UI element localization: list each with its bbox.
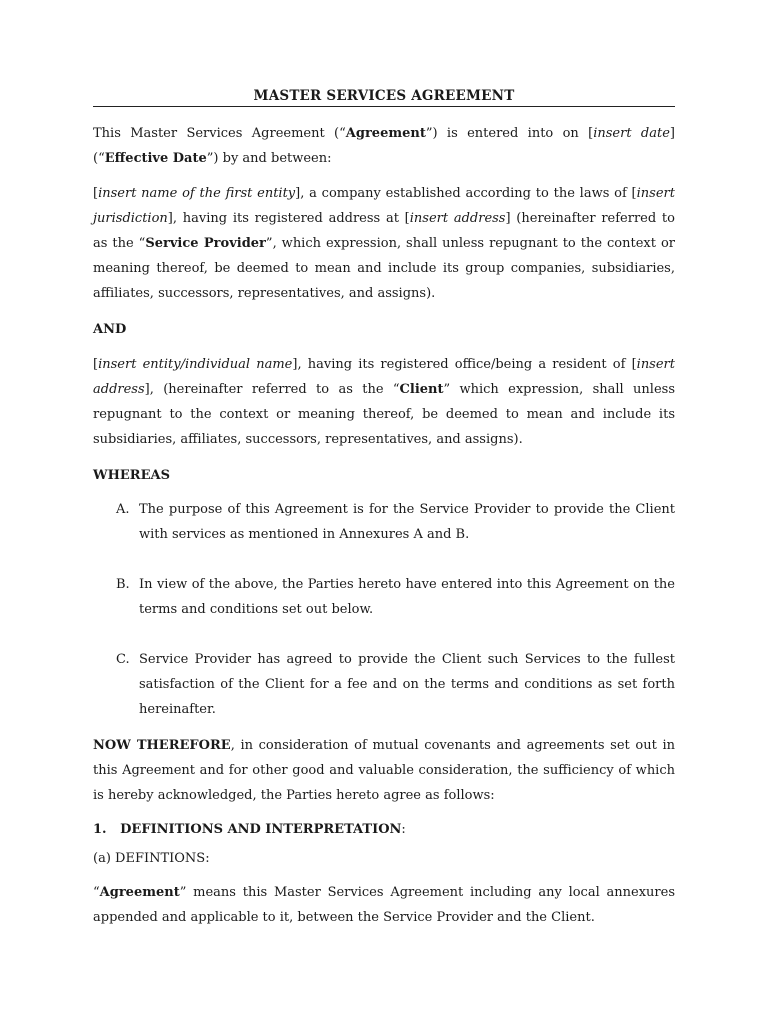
party-one-paragraph [93,181,675,306]
list-marker: C. [116,652,130,667]
party-two-placeholder-name: insert entity/individual name [98,357,293,372]
party-two-paragraph [93,352,675,452]
intro-text: ] (“ [93,126,675,166]
party-one-text: ”, which expression, shall unless repugnant to the context or meaning thereof, be deemed to mean and include its group companies, subsidiaries, affiliates, successors, representatives, and assigns). [93,236,676,301]
party-one-placeholder-name: insert name of the first entity [98,186,296,201]
whereas-item-b [116,572,675,622]
section-number: 1. [93,822,107,837]
list-marker: B. [116,577,130,592]
party-one-text: ], having its registered address at [ [167,211,410,226]
intro-term-effective-date: Effective Date [104,151,207,166]
party-two-text: ” which expression, shall unless repugnant to the context or meaning thereof, be deemed to mean and include its subsidiaries, affiliates, successors, representatives, and assigns). [93,382,675,447]
title-underline [93,106,675,107]
now-therefore-lead: NOW THEREFORE [93,738,231,753]
intro-text: ”) by and between: [206,151,332,166]
list-marker: A. [116,502,130,517]
party-one-placeholder-address: insert address [409,211,506,226]
now-therefore-paragraph [93,733,675,808]
list-item-text: Service Provider has agreed to provide the Client such Services to the fullest satisfaction of the Client for a fee and on the terms and conditions as set forth hereinafter. [139,652,675,717]
and-heading: AND [93,322,127,337]
document-title: MASTER SERVICES AGREEMENT [253,88,515,104]
list-item-text: In view of the above, the Parties hereto have entered into this Agreement on the terms and conditions set out below. [139,577,675,617]
subsection-a-heading: (a) DEFINTIONS: [93,851,210,866]
party-one-placeholder-jurisdiction: insert jurisdiction [93,186,675,226]
whereas-item-a [116,497,675,547]
whereas-heading: WHEREAS [93,468,170,483]
party-one-text: ], a company established according to the laws of [ [295,186,637,201]
party-one-text: ] (hereinafter referred to as the “ [93,211,675,251]
intro-text: ”) is entered into on [ [425,126,594,141]
section-colon: : [401,822,406,837]
definition-text: ” means this Master Services Agreement including any local annexures appended and applicable to it, between the Service Provider and the Client. [93,885,675,925]
party-one-text: [ [93,186,99,201]
definition-text: “ [93,885,100,900]
party-two-text: ], (hereinafter referred to as the “ [144,382,400,397]
intro-paragraph [93,121,675,171]
section-1-heading [93,822,406,837]
intro-text: This Master Services Agreement (“ [93,126,346,141]
party-two-term-client: Client [399,382,444,397]
now-therefore-text: , in consideration of mutual covenants and agreements set out in this Agreement and for other good and valuable consideration, the sufficiency of which is hereby acknowledged, the Parties hereto agree as follows: [93,738,676,803]
whereas-item-c [116,647,675,722]
definition-agreement-paragraph [93,880,675,930]
party-one-term-service-provider: Service Provider [145,236,266,251]
party-two-text: [ [93,357,99,372]
section-title: DEFINITIONS AND INTERPRETATION [120,822,402,837]
intro-term-agreement: Agreement [345,126,426,141]
intro-placeholder-date: insert date [593,126,670,141]
list-item-text: The purpose of this Agreement is for the Service Provider to provide the Client with services as mentioned in Annexures A and B. [139,502,675,542]
party-two-text: ], having its registered office/being a resident of [ [292,357,637,372]
definition-term-agreement: Agreement [99,885,180,900]
party-two-placeholder-address: insert address [93,357,675,397]
